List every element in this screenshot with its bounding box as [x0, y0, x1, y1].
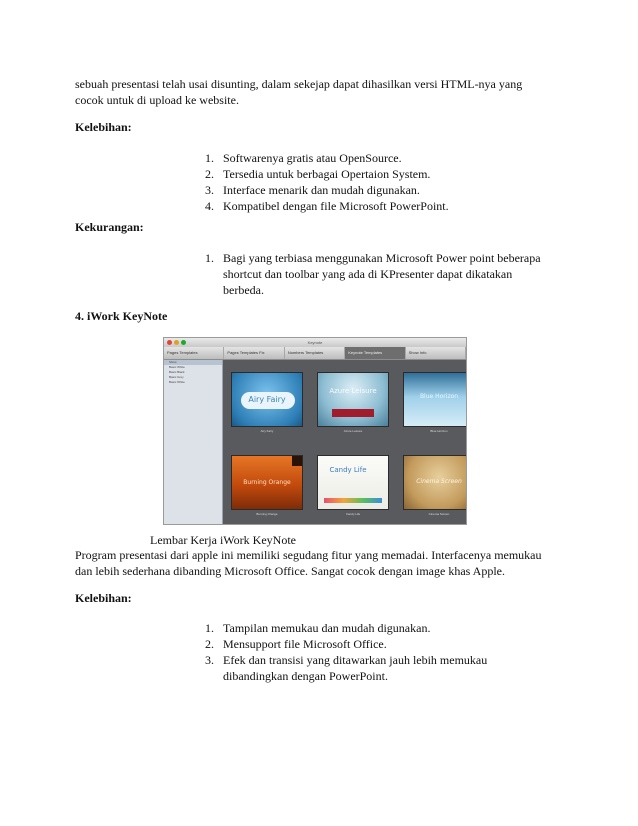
theme-thumbnail [231, 455, 303, 510]
theme-title: Blue Horizon [419, 393, 459, 400]
theme-label: Airy Fairy [260, 429, 274, 433]
list-text: Tampilan memukau dan mudah digunakan. [223, 621, 431, 635]
candy-stripe [324, 498, 382, 503]
figure-caption: Lembar Kerja iWork KeyNote [150, 533, 296, 547]
window-titlebar [164, 338, 466, 347]
corner-mark [292, 456, 302, 466]
toolbar-tab: Numbers Templates [285, 347, 345, 359]
list-text-line: Bagi yang terbiasa menggunakan Microsoft Power point beberapa [223, 251, 541, 265]
toolbar-tab: Show Info [406, 347, 466, 359]
intro-line-2: cocok untuk di upload ke website. [75, 93, 239, 107]
theme-thumbnail [231, 372, 303, 427]
list-text-line: berbeda. [223, 283, 264, 297]
list-text: Mensupport file Microsoft Office. [223, 637, 387, 651]
list-item [205, 182, 565, 198]
list-item [205, 250, 575, 298]
theme-sidebar [164, 360, 223, 524]
list-text: Kompatibel dengan file Microsoft PowerPoint. [223, 199, 449, 213]
theme-thumbnail [317, 372, 389, 427]
theme-label: Candy Life [345, 512, 361, 516]
theme-thumbnail [403, 455, 467, 510]
theme-label: Blue Horizon [430, 429, 448, 433]
sidebar-row: Basic White [169, 365, 185, 369]
toolbar-tab: Pages Templates [164, 347, 224, 359]
toolbar-tab-active: Keynote Templates [345, 347, 405, 359]
list-item [205, 636, 565, 652]
list-text: Softwarenya gratis atau OpenSource. [223, 151, 402, 165]
list-number: 4. [205, 199, 214, 213]
kelebihan-list-2 [205, 620, 565, 684]
sidebar-row: Basic White [169, 380, 185, 384]
list-text-line: Efek dan transisi yang ditawarkan jauh lebih memukau [223, 653, 488, 667]
list-number: 2. [205, 167, 214, 181]
list-number: 1. [205, 151, 214, 165]
list-text-line: dibandingkan dengan PowerPoint. [223, 669, 388, 683]
theme-title: Cinema Screen [416, 478, 462, 485]
list-number: 1. [205, 621, 214, 635]
list-item [205, 620, 565, 636]
list-item [205, 166, 565, 182]
list-text: Tersedia untuk berbagai Opertaion System. [223, 167, 431, 181]
list-number: 3. [205, 653, 214, 667]
list-number: 3. [205, 183, 214, 197]
theme-grid [223, 360, 466, 524]
kekurangan-heading: Kekurangan: [75, 220, 144, 234]
theme-chooser-toolbar [164, 347, 466, 360]
theme-title: Burning Orange [243, 479, 291, 486]
theme-thumbnail [403, 372, 467, 427]
window-title: Keynote [307, 340, 323, 345]
red-stripe [332, 409, 374, 417]
list-text-line: shortcut dan toolbar yang ada di KPresenter dapat dikatakan [223, 267, 513, 281]
theme-thumbnail [317, 455, 389, 510]
toolbar-tab: Pages Templates Fix [224, 347, 284, 359]
list-text: Interface menarik dan mudah digunakan. [223, 183, 420, 197]
kelebihan-list-1 [205, 150, 565, 214]
kelebihan-heading-2: Kelebihan: [75, 591, 132, 605]
kekurangan-list [205, 250, 575, 298]
theme-label: Burning Orange [256, 512, 278, 516]
list-number: 1. [205, 251, 214, 265]
kelebihan-heading-1: Kelebihan: [75, 120, 132, 134]
list-item [205, 198, 565, 214]
sidebar-row: Basic Grey [169, 375, 184, 379]
intro-line-1: sebuah presentasi telah usai disunting, dalam sekejap dapat dihasilkan versi HTML-nya yang [75, 77, 523, 91]
theme-title: Azure Leisure [329, 387, 377, 395]
theme-label: Cinema Screen [428, 512, 450, 516]
paragraph-line-1: Program presentasi dari apple ini memiliki segudang fitur yang memadai. Interfacenya memukau [75, 548, 542, 562]
paragraph-line-2: dan lebih sederhana dibanding Microsoft Office. Sangat cocok dengan image khas Apple. [75, 564, 505, 578]
list-number: 2. [205, 637, 214, 651]
list-item [205, 150, 565, 166]
theme-label: Azure Leisure [343, 429, 363, 433]
section-heading-iwork: 4. iWork KeyNote [75, 309, 168, 323]
sidebar-row: Show [164, 360, 222, 365]
list-item [205, 652, 565, 684]
keynote-screenshot [163, 337, 467, 525]
theme-title: Airy Fairy [248, 395, 286, 404]
sidebar-row: Basic Black [169, 370, 185, 374]
theme-title: Candy Life [329, 466, 367, 474]
